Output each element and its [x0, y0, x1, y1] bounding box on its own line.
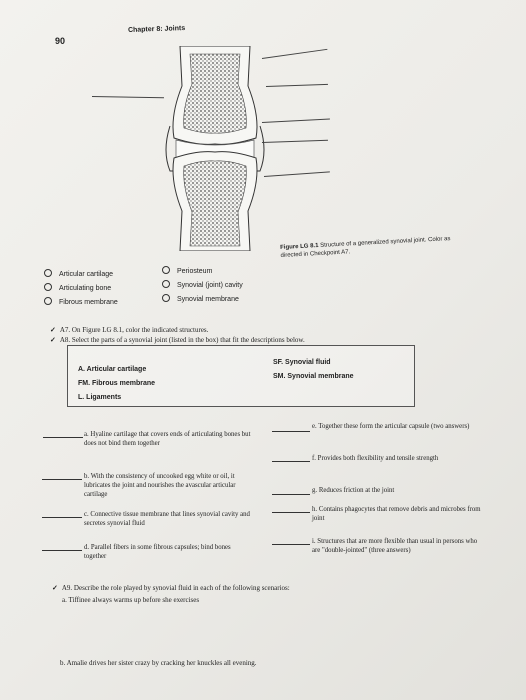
answer-blank[interactable] [272, 512, 310, 513]
box-item: FM. Fibrous membrane [78, 380, 156, 387]
upper-bone-spongy [184, 54, 247, 133]
legend-item[interactable]: Periosteum [162, 265, 243, 279]
item-c: c. Connective tissue membrane that lines synovial cavity and secretes synovial fluid [84, 511, 250, 527]
answer-key-box [67, 345, 415, 407]
item-e: e. Together these form the articular capsule (two answers) [312, 423, 470, 430]
legend-item[interactable]: Articular cartilage [44, 268, 118, 282]
checkmark-icon: ✓ [50, 336, 56, 344]
question-a9: ✓ A9. Describe the role played by synovial fluid in each of the following scenarios: [52, 584, 290, 592]
leader-line [264, 171, 330, 177]
answer-blank[interactable] [42, 517, 82, 518]
leader-line [262, 49, 327, 59]
item-f: f. Provides both flexibility and tensile strength [312, 455, 439, 462]
legend-item[interactable]: Articulating bone [44, 282, 118, 296]
answer-blank[interactable] [42, 550, 82, 551]
answer-blank[interactable] [43, 437, 83, 438]
item-i: i. Structures that are more flexible than usual in persons who are "double-jointed" (three answers) [312, 538, 478, 554]
box-item: L. Ligaments [78, 394, 122, 401]
figure-caption [280, 234, 471, 260]
box-item: SF. Synovial fluid [273, 359, 331, 366]
answer-blank[interactable] [272, 431, 310, 432]
checkmark-icon: ✓ [50, 326, 56, 334]
checkmark-icon: ✓ [52, 584, 58, 592]
circle-icon [162, 266, 170, 274]
circle-icon [44, 297, 52, 305]
scenario-a: a. Tiffinee always warms up before she exercises [62, 596, 200, 604]
question-a7: ✓ A7. On Figure LG 8.1, color the indicated structures. [50, 326, 209, 334]
answer-blank[interactable] [272, 544, 310, 545]
page-number: 90 [55, 36, 66, 46]
leader-line [262, 118, 330, 123]
legend-item[interactable]: Synovial (joint) cavity [162, 279, 243, 293]
legend-item[interactable]: Synovial membrane [162, 293, 243, 307]
box-item: SM. Synovial membrane [273, 373, 354, 380]
figure-caption-text: Structure of a generalized synovial joint. Color as directed in Checkpoint A7. [280, 236, 451, 259]
synovial-joint-figure [160, 46, 270, 251]
item-d: d. Parallel fibers in some fibrous capsules; bind bones together [84, 544, 231, 560]
legend-item[interactable]: Fibrous membrane [44, 296, 118, 310]
answer-blank[interactable] [272, 461, 310, 462]
circle-icon [162, 280, 170, 288]
leader-line [262, 140, 328, 143]
lower-bone-spongy [184, 161, 247, 246]
question-a8: ✓ A8. Select the parts of a synovial joint (listed in the box) that fit the descriptions below. [50, 336, 305, 344]
circle-icon [162, 294, 170, 302]
figure-caption-label: Figure LG 8.1 [280, 242, 319, 251]
circle-icon [44, 283, 52, 291]
chapter-header: Chapter 8: Joints [127, 25, 186, 34]
legend-column-2 [162, 265, 243, 307]
item-h: h. Contains phagocytes that remove debris and microbes from joint [312, 506, 481, 522]
circle-icon [44, 269, 52, 277]
item-b: b. With the consistency of uncooked egg white or oil, it lubricates the joint and nourishes the avascular articular cartilage [84, 473, 236, 498]
box-item: A. Articular cartilage [78, 366, 147, 373]
scenario-b: b. Amalie drives her sister crazy by cracking her knuckles all evening. [60, 659, 257, 667]
item-g: g. Reduces friction at the joint [312, 487, 395, 494]
answer-blank[interactable] [42, 479, 82, 480]
legend-column-1 [44, 268, 118, 310]
leader-line [92, 96, 164, 98]
leader-line [266, 84, 328, 87]
answer-blank[interactable] [272, 494, 310, 495]
item-a: a. Hyaline cartilage that covers ends of articulating bones but does not bind them together [84, 431, 251, 447]
